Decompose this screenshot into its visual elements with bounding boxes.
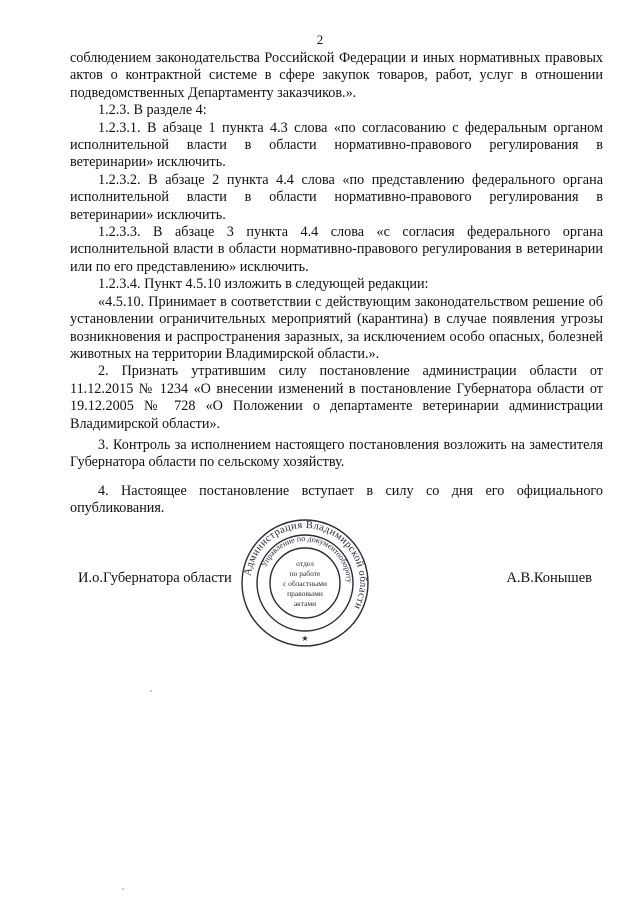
seal-inner-line: по работе — [289, 569, 321, 578]
seal-inner-line: с областными — [282, 579, 328, 588]
signatory-name: А.В.Конышев — [506, 570, 592, 586]
paragraph-continuation: соблюдением законодательства Российской Федерации и иных нормативных правовых актов о контрактной системе в сфере закупок товаров, работ, услуг в отношении подведомственных Департаменту заказчиков.». — [70, 50, 603, 101]
paragraph-4: 4. Настоящее постановление вступает в силу со дня его официального опубликования. — [70, 482, 603, 517]
page-number: 2 — [316, 32, 324, 47]
seal-inner-line: актами — [293, 599, 317, 608]
signatory-position: И.о.Губернатора области — [78, 570, 232, 586]
scan-speck — [122, 888, 124, 890]
paragraph-3: 3. Контроль за исполнением настоящего постановления возложить на заместителя Губернатора области по сельскому хозяйству. — [70, 436, 603, 471]
seal-inner-line: отдел — [296, 559, 314, 568]
paragraph-1-2-3-2: 1.2.3.2. В абзаце 2 пункта 4.4 слова «по представлению федерального органа исполнительной власти в области нормативно-правового регулирования в ветеринарии» исключить. — [70, 171, 603, 223]
seal-middle-text: Управление по документообороту — [259, 533, 355, 584]
document-body — [70, 50, 603, 518]
scan-speck — [150, 690, 152, 692]
official-seal — [240, 518, 370, 648]
seal-inner-line: правовыми — [287, 589, 323, 598]
paragraph-1-2-3-4: 1.2.3.4. Пункт 4.5.10 изложить в следующей редакции: — [98, 276, 429, 293]
paragraph-1-2-3: 1.2.3. В разделе 4: — [98, 102, 207, 119]
paragraph-4-5-10-quote: «4.5.10. Принимает в соответствии с действующим законодательством решение об установлении ограничительных мероприятий (карантина) в случае появления угрозы возникновения и распространения заразных, за исключением особо опасных, болезней животных на территории Владимирской области.». — [70, 293, 603, 362]
seal-outer-text: Администрация Владимирской области — [242, 519, 369, 612]
paragraph-1-2-3-3: 1.2.3.3. В абзаце 3 пункта 4.4 слова «с согласия федерального органа исполнительной власти в области нормативно-правового регулирования в ветеринарии или по его представлению» исключить. — [70, 224, 603, 275]
seal-star-icon: ★ — [301, 634, 309, 643]
paragraph-1-2-3-1: 1.2.3.1. В абзаце 1 пункта 4.3 слова «по согласованию с федеральным органом исполнительной власти в области нормативно-правового регулирования в ветеринарии» исключить. — [70, 119, 603, 171]
paragraph-2: 2. Признать утратившим силу постановление администрации области от 11.12.2015 № 1234 «О внесении изменений в постановление Губернатора области от 19.12.2005 № 728 «О Положении о департаменте ветеринарии администрации Владимирской области». — [70, 363, 603, 432]
